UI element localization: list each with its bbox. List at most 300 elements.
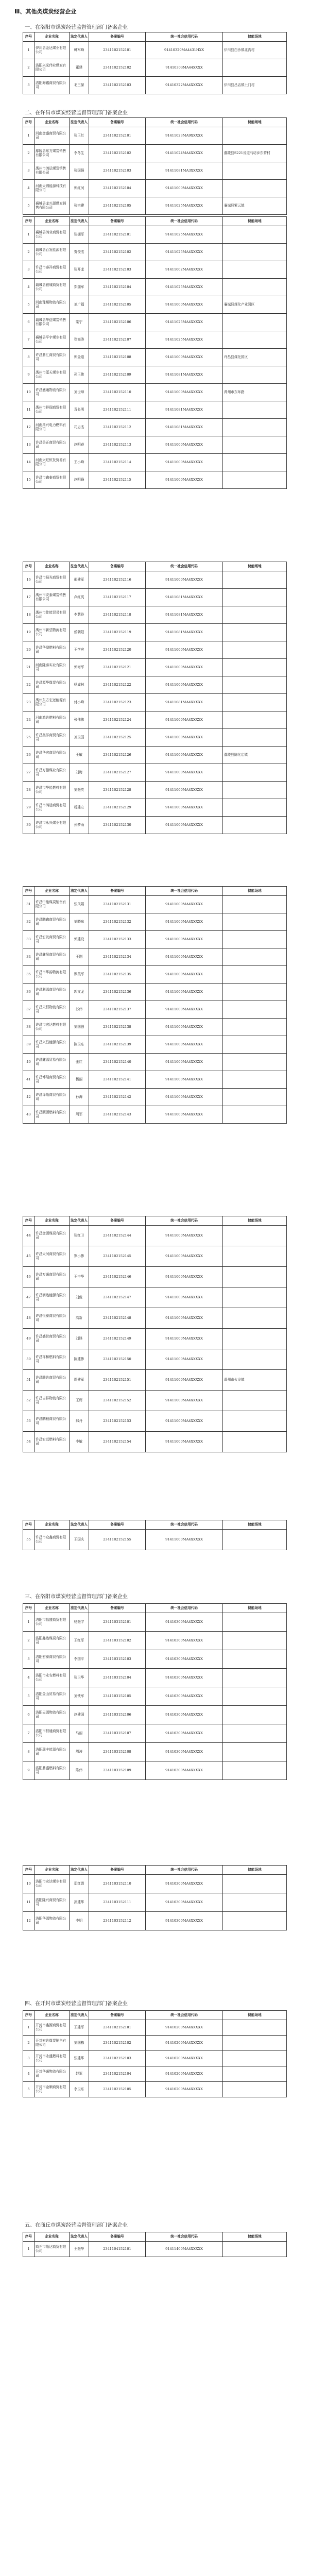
cell-index: 9	[23, 366, 35, 384]
cell-company: 伊川县金达煤业有限公司	[35, 42, 70, 59]
header-credit-code: 统一社会信用代码	[146, 1216, 223, 1226]
cell-credit-code: 91411000MA4XXXXX	[146, 1329, 223, 1349]
cell-storage	[223, 606, 287, 624]
table-row	[23, 782, 287, 799]
cell-company: 许昌鹏程商贸有限公司	[35, 1411, 70, 1432]
table-row	[23, 817, 287, 834]
cell-company: 许昌兴昌能源有限公司	[35, 1036, 70, 1054]
table-row	[23, 1349, 287, 1370]
cell-company: 许昌市华能燃料有限公司	[35, 782, 70, 799]
cell-filing-no: 2341102152152	[89, 1391, 146, 1411]
header-credit-code: 统一社会信用代码	[146, 32, 223, 42]
cell-credit-code: 91410300MA4XXXXX	[146, 1687, 223, 1706]
cell-filing-no: 2341102152101	[89, 226, 146, 244]
cell-filing-no: 2341102152117	[89, 589, 146, 606]
header-credit-code: 统一社会信用代码	[146, 2232, 223, 2242]
table-row	[23, 729, 287, 747]
cell-filing-no: 2341102152118	[89, 606, 146, 624]
cell-index: 45	[23, 1246, 35, 1267]
cell-credit-code: 91410200MA4XXXXX	[146, 2066, 223, 2082]
cell-credit-code: 91411025MA4XXXXX	[146, 279, 223, 296]
cell-filing-no: 2341102152133	[89, 931, 146, 948]
cell-storage: 襄城县紫云镇	[223, 197, 287, 215]
cell-credit-code: 91410300MA4XXXXX	[146, 1706, 223, 1724]
header-company: 企业名称	[35, 32, 70, 42]
cell-storage: 伊川县吕店镇土门村	[223, 77, 287, 94]
table-row	[23, 1613, 287, 1632]
cell-filing-no: 2341103152104	[89, 1669, 146, 1687]
cell-company: 禹州市蓝天煤业有限公司	[35, 366, 70, 384]
cell-company: 许昌润达能源有限公司	[35, 1287, 70, 1308]
table-row	[23, 694, 287, 711]
cell-credit-code: 91410303MA44XXXX	[146, 59, 223, 77]
header-filing-no: 备案编号	[89, 2011, 146, 2020]
cell-storage	[223, 624, 287, 641]
cell-storage	[223, 180, 287, 197]
cell-credit-code: 91411000MA4XXXXX	[146, 454, 223, 471]
cell-company: 许昌吉祥物流有限公司	[35, 1391, 70, 1411]
cell-company: 许昌美正商贸有限公司	[35, 436, 70, 454]
cell-index: 54	[23, 1432, 35, 1452]
cell-index: 17	[23, 589, 35, 606]
cell-filing-no: 2341102152104	[89, 2066, 146, 2082]
cell-legal-rep: 周建军	[70, 1370, 89, 1391]
cell-index: 1	[23, 2020, 35, 2036]
cell-storage	[223, 913, 287, 931]
cell-company: 许昌市鑫泰商贸有限公司	[35, 471, 70, 489]
cell-filing-no: 2341102152150	[89, 1349, 146, 1370]
cell-credit-code: 91411000MA4XXXXX	[146, 436, 223, 454]
cell-storage: 鄢陵县S221省道马坊乡东营村	[223, 145, 287, 162]
header-legal-rep: 法定代表人	[70, 118, 89, 127]
cell-credit-code: 91411000MA4XXXXX	[146, 984, 223, 1001]
cell-company: 许昌市晨光商贸有限公司	[35, 571, 70, 589]
cell-storage	[223, 226, 287, 244]
cell-legal-rep: 郭红河	[70, 180, 89, 197]
table-row	[23, 2066, 287, 2082]
cell-index: 1	[23, 127, 35, 145]
header-company: 企业名称	[35, 2011, 70, 2020]
header-company: 企业名称	[35, 2232, 70, 2242]
cell-filing-no: 2341103152111	[89, 1893, 146, 1912]
cell-filing-no: 2341102152120	[89, 641, 146, 659]
cell-index: 12	[23, 419, 35, 436]
table-row	[23, 2020, 287, 2036]
cell-storage	[223, 314, 287, 331]
table-header-row	[23, 32, 287, 42]
cell-storage	[223, 1411, 287, 1432]
cell-company: 许昌市泰祥商贸有限公司	[35, 261, 70, 279]
cell-credit-code: 91410300MA4XXXXX	[146, 1650, 223, 1669]
cell-index: 2	[23, 244, 35, 261]
table-row	[23, 1893, 287, 1912]
table-header-row	[23, 1520, 287, 1530]
cell-storage	[223, 1019, 287, 1036]
cell-filing-no: 2341102152137	[89, 1001, 146, 1019]
cell-legal-rep: 侯朝阳	[70, 624, 89, 641]
table-row	[23, 127, 287, 145]
table-row	[23, 1411, 287, 1432]
cell-company: 洛阳鼎盛燃料有限公司	[35, 1761, 70, 1780]
cell-company: 许昌利源商贸有限公司	[35, 984, 70, 1001]
cell-storage	[223, 1089, 287, 1106]
cell-legal-rep: 张拥军	[70, 226, 89, 244]
table-row	[23, 1530, 287, 1550]
cell-storage: 禹州市火龙镇	[223, 1370, 287, 1391]
table-row	[23, 966, 287, 984]
cell-credit-code: 91411000MA4XXXXX	[146, 1054, 223, 1071]
cell-filing-no: 2341102152139	[89, 1036, 146, 1054]
cell-filing-no: 2341102152111	[89, 401, 146, 419]
cell-storage	[223, 896, 287, 913]
cell-legal-rep: 董建	[70, 59, 89, 77]
cell-index: 5	[23, 197, 35, 215]
cell-company: 许昌宏发商贸有限公司	[35, 931, 70, 948]
cell-filing-no: 2341102152105	[89, 2082, 146, 2097]
table-row	[23, 226, 287, 244]
cell-storage	[223, 1432, 287, 1452]
cell-legal-rep: 王小峰	[70, 454, 89, 471]
cell-filing-no: 2341102152140	[89, 1054, 146, 1071]
cell-company: 许昌市华韵物流有限公司	[35, 966, 70, 984]
table-row	[23, 2051, 287, 2066]
cell-credit-code: 91410300MA4XXXXX	[146, 1632, 223, 1650]
header-storage: 储能场地	[223, 1216, 287, 1226]
cell-filing-no: 2341102152125	[89, 729, 146, 747]
cell-filing-no: 2341102152127	[89, 764, 146, 782]
cell-filing-no: 2341102152144	[89, 1226, 146, 1246]
cell-credit-code: 91411000MA4XXXXX	[146, 1411, 223, 1432]
cell-index: 18	[23, 606, 35, 624]
cell-storage	[223, 799, 287, 817]
cell-credit-code: 91411000MA4XXXXX	[146, 1349, 223, 1370]
header-legal-rep: 法定代表人	[70, 1866, 89, 1875]
header-company: 企业名称	[35, 217, 70, 226]
cell-legal-rep: 张伟伟	[70, 711, 89, 729]
cell-company: 河南金盛商贸有限公司	[35, 127, 70, 145]
header-legal-rep: 法定代表人	[70, 217, 89, 226]
enterprise-table-1	[23, 32, 287, 94]
subsection-title-4: 四、在开封市煤炭经营监督管理部门备案企业	[25, 2001, 128, 2007]
cell-filing-no: 2341102152102	[89, 2036, 146, 2051]
cell-credit-code: 91410200MA4XXXXX	[146, 2051, 223, 2066]
cell-storage	[223, 931, 287, 948]
cell-storage	[223, 694, 287, 711]
header-company: 企业名称	[35, 1604, 70, 1613]
cell-credit-code: 91411400MA4XXXXX	[146, 2242, 223, 2257]
cell-filing-no: 2341102152146	[89, 1267, 146, 1287]
cell-storage	[223, 2020, 287, 2036]
cell-filing-no: 2341102152110	[89, 384, 146, 401]
cell-credit-code: 91411000MA4XXXXX	[146, 966, 223, 984]
cell-legal-rep: 孙梦雨	[70, 817, 89, 834]
cell-company: 禹州市安泰煤炭销售有限公司	[35, 589, 70, 606]
table-row	[23, 1071, 287, 1089]
header-index: 序号	[23, 1216, 35, 1226]
table-header-row	[23, 1604, 287, 1613]
header-filing-no: 备案编号	[89, 1866, 146, 1875]
table-row	[23, 261, 287, 279]
cell-storage	[223, 1706, 287, 1724]
cell-storage	[223, 1329, 287, 1349]
cell-index: 2	[23, 145, 35, 162]
header-filing-no: 备案编号	[89, 887, 146, 896]
cell-credit-code: 91411081MA4XXXXX	[146, 694, 223, 711]
table-row	[23, 1875, 287, 1893]
table-row	[23, 197, 287, 215]
cell-company: 开封华通物流有限公司	[35, 2066, 70, 2082]
cell-filing-no: 2341102152101	[89, 127, 146, 145]
cell-credit-code: 91411081MA4XXXXX	[146, 401, 223, 419]
cell-storage	[223, 1912, 287, 1930]
cell-legal-rep: 周涛	[70, 1743, 89, 1761]
cell-filing-no: 2341102152114	[89, 454, 146, 471]
cell-credit-code: 91411000MA4XXXXX	[146, 571, 223, 589]
cell-company: 许昌万通商贸有限公司	[35, 1267, 70, 1287]
cell-storage	[223, 1226, 287, 1246]
cell-storage	[223, 401, 287, 419]
cell-legal-rep: 罗小伟	[70, 1246, 89, 1267]
table-row	[23, 1054, 287, 1071]
cell-credit-code: 91411081MA4XXXXX	[146, 366, 223, 384]
cell-index: 50	[23, 1349, 35, 1370]
cell-filing-no: 2341102152101	[89, 42, 146, 59]
cell-company: 开封市金顺商贸有限公司	[35, 2082, 70, 2097]
cell-credit-code: 91410300MA4XXXXX	[146, 1743, 223, 1761]
cell-credit-code: 91411002MA4XXXXX	[146, 261, 223, 279]
cell-filing-no: 2341102152151	[89, 1370, 146, 1391]
cell-storage	[223, 1287, 287, 1308]
cell-index: 53	[23, 1411, 35, 1432]
cell-filing-no: 2341102152119	[89, 624, 146, 641]
cell-index: 51	[23, 1370, 35, 1391]
cell-company: 洛阳市昌盛商贸有限公司	[35, 1613, 70, 1632]
header-filing-no: 备案编号	[89, 1520, 146, 1530]
cell-credit-code: 91410300MA4XXXXX	[146, 1912, 223, 1930]
cell-credit-code: 91411000MA4XXXXX	[146, 1001, 223, 1019]
cell-index: 55	[23, 1530, 35, 1550]
table-row	[23, 571, 287, 589]
cell-legal-rep: 梁宁	[70, 314, 89, 331]
header-index: 序号	[23, 562, 35, 571]
cell-filing-no: 2341102152109	[89, 366, 146, 384]
cell-storage	[223, 2066, 287, 2082]
cell-company: 洛阳海鑫商贸有限公司	[35, 77, 70, 94]
cell-credit-code: 91410200MA4XXXXX	[146, 2082, 223, 2097]
cell-legal-rep: 郭海军	[70, 659, 89, 676]
cell-index: 48	[23, 1308, 35, 1329]
cell-legal-rep: 郝丹	[70, 1411, 89, 1432]
header-storage: 储能场地	[223, 1866, 287, 1875]
header-storage: 储能场地	[223, 1520, 287, 1530]
cell-credit-code: 91411000MA4XXXXX	[146, 948, 223, 966]
header-storage: 储能场地	[223, 2232, 287, 2242]
cell-legal-rep: 张玉红	[70, 127, 89, 145]
cell-index: 14	[23, 454, 35, 471]
table-row	[23, 401, 287, 419]
table-header-row	[23, 562, 287, 571]
cell-credit-code: 91411000MA4XXXXX	[146, 676, 223, 694]
cell-index: 6	[23, 314, 35, 331]
cell-legal-rep: 孙海	[70, 1089, 89, 1106]
cell-index: 3	[23, 1650, 35, 1669]
cell-index: 7	[23, 331, 35, 349]
header-index: 序号	[23, 2232, 35, 2242]
cell-storage	[223, 1106, 287, 1124]
cell-credit-code: 91411000MA4XXXXX	[146, 931, 223, 948]
cell-company: 许昌鹏鑫商贸有限公司	[35, 913, 70, 931]
cell-legal-rep: 杨成林	[70, 676, 89, 694]
cell-legal-rep: 王刚	[70, 948, 89, 966]
cell-index: 4	[23, 2066, 35, 2082]
header-company: 企业名称	[35, 118, 70, 127]
header-company: 企业名称	[35, 562, 70, 571]
table-row	[23, 471, 287, 489]
cell-company: 许昌鼎汇商贸有限公司	[35, 349, 70, 366]
cell-legal-rep: 王敏	[70, 747, 89, 764]
cell-legal-rep: 张卫华	[70, 1669, 89, 1687]
cell-company: 河南鸿达燃料有限公司	[35, 711, 70, 729]
cell-company: 禹州东方宏远能源有限公司	[35, 694, 70, 711]
cell-filing-no: 2341103152101	[89, 1613, 146, 1632]
cell-company: 禹州市新望物流有限公司	[35, 624, 70, 641]
table-row	[23, 1267, 287, 1287]
cell-company: 商丘市隆达商贸有限公司	[35, 2242, 70, 2257]
cell-filing-no: 2341102152115	[89, 471, 146, 489]
table-row	[23, 1089, 287, 1106]
header-index: 序号	[23, 1604, 35, 1613]
cell-index: 27	[23, 764, 35, 782]
cell-filing-no: 2341103152108	[89, 1743, 146, 1761]
cell-index: 6	[23, 1706, 35, 1724]
cell-company: 许昌市鸿运商贸有限公司	[35, 799, 70, 817]
cell-index: 1	[23, 1613, 35, 1632]
cell-index: 42	[23, 1089, 35, 1106]
cell-credit-code: 91411000MA4XXXXX	[146, 1246, 223, 1267]
table-row	[23, 931, 287, 948]
cell-legal-rep: 袁长明	[70, 401, 89, 419]
header-index: 序号	[23, 1520, 35, 1530]
cell-index: 20	[23, 641, 35, 659]
table-row	[23, 948, 287, 966]
cell-filing-no: 2341102152102	[89, 59, 146, 77]
table-row	[23, 1743, 287, 1761]
cell-filing-no: 2341102152122	[89, 676, 146, 694]
table-row	[23, 659, 287, 676]
cell-storage	[223, 764, 287, 782]
cell-credit-code: 91411000MA4XXXXX	[146, 180, 223, 197]
table-row	[23, 1329, 287, 1349]
cell-filing-no: 2341102152148	[89, 1308, 146, 1329]
cell-filing-no: 2341102152130	[89, 817, 146, 834]
cell-storage	[223, 966, 287, 984]
cell-credit-code: 91410300MA4XXXXX	[146, 1893, 223, 1912]
cell-company: 河南兴旺恒发贸易有限公司	[35, 454, 70, 471]
cell-index: 30	[23, 817, 35, 834]
cell-legal-rep: 毛三保	[70, 77, 89, 94]
cell-index: 5	[23, 2082, 35, 2097]
cell-company: 襄城县龙兴源煤炭销售有限公司	[35, 197, 70, 215]
cell-legal-rep: 卢红英	[70, 589, 89, 606]
header-filing-no: 备案编号	[89, 2232, 146, 2242]
cell-filing-no: 2341102152141	[89, 1071, 146, 1089]
cell-index: 3	[23, 162, 35, 180]
header-filing-no: 备案编号	[89, 118, 146, 127]
table-row	[23, 1632, 287, 1650]
cell-company: 许昌腾达商贸有限公司	[35, 1370, 70, 1391]
cell-filing-no: 2341102152116	[89, 571, 146, 589]
cell-credit-code: 91411025MA4XXXXX	[146, 331, 223, 349]
cell-company: 河南隆泰实业有限公司	[35, 659, 70, 676]
cell-credit-code: 91411081MA4XXXXX	[146, 624, 223, 641]
cell-credit-code: 91411000MA4XXXXX	[146, 729, 223, 747]
cell-index: 33	[23, 931, 35, 948]
cell-company: 许昌市永兴煤业有限公司	[35, 817, 70, 834]
cell-storage	[223, 471, 287, 489]
table-row	[23, 436, 287, 454]
cell-filing-no: 2341102152126	[89, 747, 146, 764]
subsection-title-2: 二、在许昌市煤炭经营监督管理部门备案企业	[25, 110, 128, 116]
cell-credit-code: 91410300MA4XXXXX	[146, 1669, 223, 1687]
table-row	[23, 296, 287, 314]
cell-filing-no: 2341102152143	[89, 1106, 146, 1124]
cell-storage: 禹州市东环路	[223, 384, 287, 401]
cell-index: 1	[23, 2242, 35, 2257]
header-legal-rep: 法定代表人	[70, 1604, 89, 1613]
cell-storage	[223, 659, 287, 676]
cell-index: 52	[23, 1391, 35, 1411]
cell-storage	[223, 1632, 287, 1650]
table-row	[23, 711, 287, 729]
cell-credit-code: 91410300MA4XXXXX	[146, 1613, 223, 1632]
header-legal-rep: 法定代表人	[70, 887, 89, 896]
cell-credit-code: 91411000MA4XXXXX	[146, 1267, 223, 1287]
table-row	[23, 1706, 287, 1724]
header-credit-code: 统一社会信用代码	[146, 118, 223, 127]
cell-filing-no: 2341102152153	[89, 1411, 146, 1432]
header-index: 序号	[23, 2011, 35, 2020]
cell-company: 开封宏达煤炭销售有限公司	[35, 2036, 70, 2051]
header-credit-code: 统一社会信用代码	[146, 887, 223, 896]
cell-credit-code: 91411000MA4XXXXX	[146, 1106, 223, 1124]
table-header-row	[23, 217, 287, 226]
enterprise-table-10	[23, 2010, 287, 2097]
cell-filing-no: 2341102152124	[89, 711, 146, 729]
enterprise-table-2	[23, 117, 287, 215]
table-row	[23, 162, 287, 180]
cell-index: 40	[23, 1054, 35, 1071]
header-storage: 储能场地	[223, 217, 287, 226]
table-header-row	[23, 1216, 287, 1226]
cell-credit-code: 91411023MA9XXXXX	[146, 127, 223, 145]
cell-credit-code: 91411000MA4XXXXX	[146, 913, 223, 931]
cell-storage	[223, 1246, 287, 1267]
table-row	[23, 1432, 287, 1452]
table-row	[23, 1370, 287, 1391]
cell-credit-code: 91411000MA4XXXXX	[146, 1089, 223, 1106]
cell-storage	[223, 454, 287, 471]
cell-company: 许昌华宏商贸有限公司	[35, 747, 70, 764]
cell-company: 许昌恒泰商贸有限公司	[35, 1308, 70, 1329]
cell-legal-rep: 刘世坤	[70, 384, 89, 401]
cell-company: 襄城县银城商贸有限公司	[35, 279, 70, 296]
cell-legal-rep: 刘卫国	[70, 729, 89, 747]
cell-company: 许昌市众鑫商贸有限公司	[35, 1530, 70, 1550]
cell-filing-no: 2341102152103	[89, 162, 146, 180]
cell-filing-no: 2341102152154	[89, 1432, 146, 1452]
cell-index: 11	[23, 1893, 35, 1912]
cell-storage	[223, 1724, 287, 1743]
